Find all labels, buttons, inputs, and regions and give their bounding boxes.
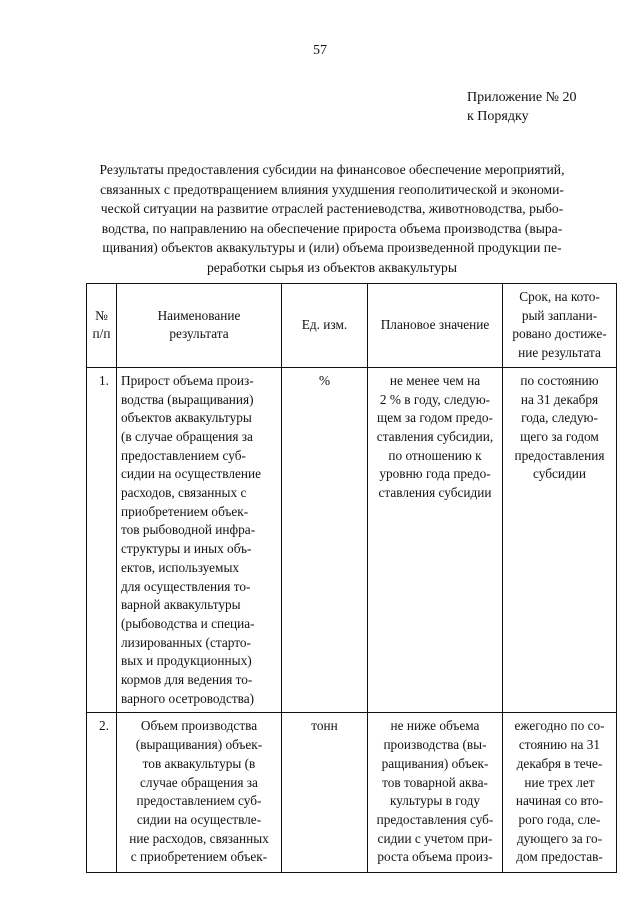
- results-table: [86, 283, 617, 873]
- table-row: [87, 367, 617, 713]
- header-deadline: Срок, на кото- рый заплани- ровано достиже- ние результата: [503, 284, 617, 368]
- appendix-line: к Порядку: [467, 109, 529, 124]
- row-number: 1.: [87, 367, 117, 713]
- appendix-reference: [467, 88, 577, 126]
- unit-cell: %: [282, 367, 368, 713]
- appendix-line: Приложение № 20: [467, 90, 577, 105]
- title-line: щивания) объектов аквакультуры и (или) объема произведенной продукции пе-: [102, 240, 562, 256]
- row-number: 2.: [87, 713, 117, 873]
- deadline-cell: по состоянию на 31 декабря года, следую- щего за годом предоставления субсидии: [503, 367, 617, 713]
- table-header-row: [87, 284, 617, 368]
- result-name-cell: Объем производства (выращивания) объек- тов аквакультуры (в случае обращения за предоставлением суб- сидии на осуществле- ние расходов, связанных с приобретением объек-: [117, 713, 282, 873]
- document-title: [82, 160, 582, 278]
- title-line: связанных с предотвращением влияния ухудшения геополитической и экономи-: [100, 181, 564, 197]
- planned-value-cell: не ниже объема производства (вы- ращивания) объек- тов товарной аква- культуры в году предоставления суб- сидии с учетом при- роста объема произ-: [368, 713, 503, 873]
- header-planned-value: Плановое значение: [368, 284, 503, 368]
- title-line: ческой ситуации на развитие отраслей растениеводства, животноводства, рыбо-: [100, 201, 564, 217]
- header-number: № п/п: [87, 284, 117, 368]
- page-number: 57: [313, 43, 327, 58]
- deadline-cell: ежегодно по со- стоянию на 31 декабря в тече- ние трех лет начиная со вто- рого года, сле- дующего за го- дом предостав-: [503, 713, 617, 873]
- header-result-name: Наименование результата: [117, 284, 282, 368]
- title-line: Результаты предоставления субсидии на финансовое обеспечение мероприятий,: [99, 162, 565, 177]
- table-row: [87, 713, 617, 873]
- result-name-cell: Прирост объема произ- водства (выращивания) объектов аквакультуры (в случае обращения за предоставлением суб- сидии на осуществление расходов, связанных с приобретением объек- тов рыбоводной инфра- структуры и иных объ- ектов, используемых для осуществления то- варной аквакультуры (рыбоводства и специа- лизированных (старто- вых и продукционных) кормов для ведения то- варного осетроводства): [117, 367, 282, 713]
- title-line: реработки сырья из объектов аквакультуры: [207, 259, 457, 275]
- header-unit: Ед. изм.: [282, 284, 368, 368]
- unit-cell: тонн: [282, 713, 368, 873]
- title-line: водства, по направлению на обеспечение прироста объема производства (выра-: [101, 220, 563, 236]
- planned-value-cell: не менее чем на 2 % в году, следую- щем за годом предо- ставления субсидии, по отношению к уровню года предо- ставления субсидии: [368, 367, 503, 713]
